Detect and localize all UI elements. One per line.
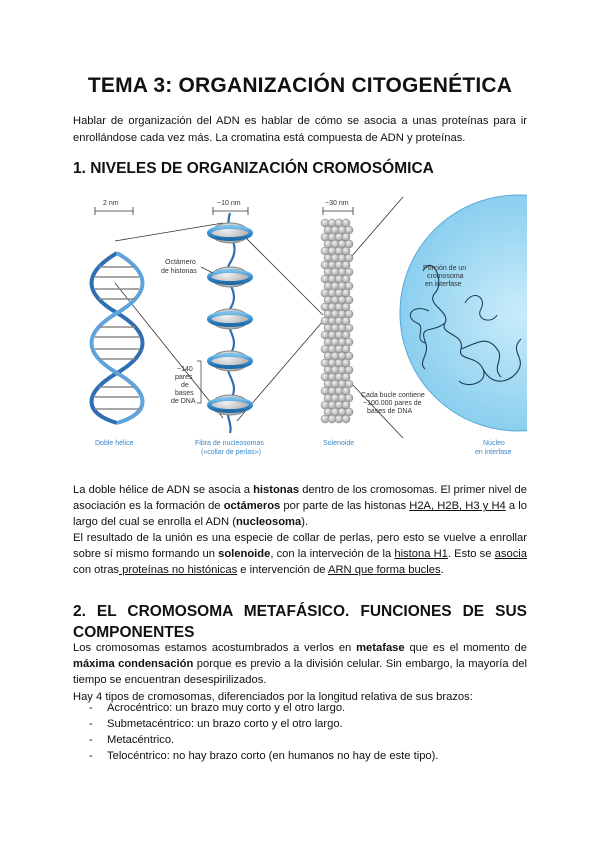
octamer-label-line1: Octámero xyxy=(165,259,196,266)
double-helix xyxy=(92,253,143,423)
loop-label-line3: bases de DNA xyxy=(367,408,413,415)
p2-underline-asocia: asocia xyxy=(494,548,527,561)
solenoid xyxy=(321,219,353,423)
p3-bold-maxima: máxima condensación xyxy=(73,658,194,671)
p3-text-2: que es el momento de xyxy=(404,642,528,654)
p1-text-5: ). xyxy=(301,516,309,529)
bp140-label-line5: de DNA xyxy=(171,398,196,405)
list-item xyxy=(73,716,527,732)
caption-double-helix: Doble hélice xyxy=(95,440,134,447)
caption-nucleus-line2: en interfase xyxy=(475,449,512,456)
list-item xyxy=(73,748,527,764)
p3-text-3: porque es previo a la división celular. Sin embargo, la mayoría del tiempo se encuentran desespirilizados. xyxy=(73,658,527,687)
intro-paragraph: Hablar de organización del ADN es hablar de cómo se asocia a unas proteínas para ir enrollándose cada vez más. La cromatina está compuesta de ADN y proteínas. xyxy=(73,115,527,144)
scale-2nm-label: 2 nm xyxy=(103,200,119,207)
caption-nucleus-line1: Núcleo xyxy=(483,440,505,447)
p3-text-4: Hay 4 tipos de cromosomas, diferenciados por la longitud relativa de sus brazos: xyxy=(73,690,473,703)
list-item-text: Submetacéntrico: un brazo corto y el otro largo. xyxy=(107,718,343,730)
paragraph-histones xyxy=(73,482,527,531)
nucleosome-fiber xyxy=(197,213,251,433)
portion-label-line3: en interfase xyxy=(425,281,462,288)
figure-svg xyxy=(73,193,527,463)
p2-text-1: El resultado de la unión es una especie de collar de perlas, pero esto se vuelve a enrollar sobre sí mismo formando un xyxy=(73,532,527,561)
p3-text-1: Los cromosomas estamos acostumbrados a verlos en xyxy=(73,642,357,654)
p2-text-6: . xyxy=(440,564,444,577)
p1-text-1: La doble hélice de ADN se asocia a xyxy=(73,484,254,496)
paragraph-solenoid xyxy=(73,530,527,579)
bp140-label-line3: de xyxy=(181,382,189,389)
list-item xyxy=(73,732,527,748)
section-2-heading-line1: 2. EL CROMOSOMA METAFÁSICO. FUNCIONES DE SUS xyxy=(73,603,527,620)
octamer-label-line2: de histonas xyxy=(161,268,197,275)
list-dash: - xyxy=(89,702,93,714)
list-item xyxy=(73,700,527,716)
p1-bold-octameros: octámeros xyxy=(223,500,281,513)
p3-bold-metafase: metafase xyxy=(356,642,405,654)
bp140-label-line2: pares xyxy=(175,374,193,381)
loop-label-line2: ~100.000 pares de xyxy=(363,400,422,407)
p2-bold-solenoide: solenoide xyxy=(218,548,271,561)
p2-text-4: con otras xyxy=(73,564,120,577)
caption-solenoid: Solenoide xyxy=(323,440,355,447)
p2-text-5: e intervención de xyxy=(237,564,329,577)
p2-text-3: . Esto se xyxy=(447,548,495,561)
list-dash: - xyxy=(89,718,93,730)
caption-nucleosome-line2: («collar de perlas») xyxy=(201,449,261,456)
p2-text-2: , con la interveción de la xyxy=(270,548,395,561)
portion-label-line2: cromosoma xyxy=(427,273,464,280)
paragraph-metaphase xyxy=(73,640,527,705)
chromosome-organization-figure xyxy=(73,193,527,463)
list-item-text: Metacéntrico. xyxy=(107,734,175,746)
p1-underline-histones: H2A, H2B, H3 y H4 xyxy=(409,500,506,513)
bp140-label-line1: ~140 xyxy=(177,366,193,373)
p2-underline-arn: ARN que forma bucles xyxy=(328,564,441,577)
solenoid-bead xyxy=(342,415,350,423)
section-1-heading: 1. NIVELES DE ORGANIZACIÓN CROMOSÓMICA xyxy=(73,160,434,177)
list-item-text: Telocéntrico: no hay brazo corto (en humanos no hay de este tipo). xyxy=(107,750,439,762)
loop-label-line1: Cada bucle contiene xyxy=(361,392,425,399)
chromosome-types-list xyxy=(73,700,527,764)
connector-lines xyxy=(115,197,403,438)
p2-underline-proteinas: proteínas no histónicas xyxy=(119,564,238,577)
list-dash: - xyxy=(89,734,93,746)
p1-text-4: a lo largo del cual se enrolla el ADN ( xyxy=(73,500,528,529)
p1-text-3: por parte de las histonas xyxy=(280,500,410,513)
histone-octamers xyxy=(209,223,251,415)
section-2-heading-line2: COMPONENTES xyxy=(73,624,195,641)
p1-bold-histonas: histonas xyxy=(253,484,300,496)
p1-text-2: dentro de los cromosomas. El primer nivel de asociación es la formación de xyxy=(73,484,527,513)
caption-nucleosome-line1: Fibra de nucleosomas xyxy=(195,440,264,447)
scale-30nm-label: ~30 nm xyxy=(325,200,349,207)
portion-label-line1: Porción de un xyxy=(423,265,467,272)
p1-bold-nucleosoma: nucleosoma xyxy=(235,516,302,529)
scale-bars xyxy=(95,207,353,215)
list-item-text: Acrocéntrico: un brazo muy corto y el otro largo. xyxy=(107,702,346,714)
p2-underline-h1: histona H1 xyxy=(394,548,448,561)
page-title: TEMA 3: ORGANIZACIÓN CITOGENÉTICA xyxy=(87,74,513,97)
scale-10nm-label: ~10 nm xyxy=(217,200,241,207)
bp140-label-line4: bases xyxy=(175,390,194,397)
section-2-heading xyxy=(73,601,527,643)
list-dash: - xyxy=(89,750,93,762)
